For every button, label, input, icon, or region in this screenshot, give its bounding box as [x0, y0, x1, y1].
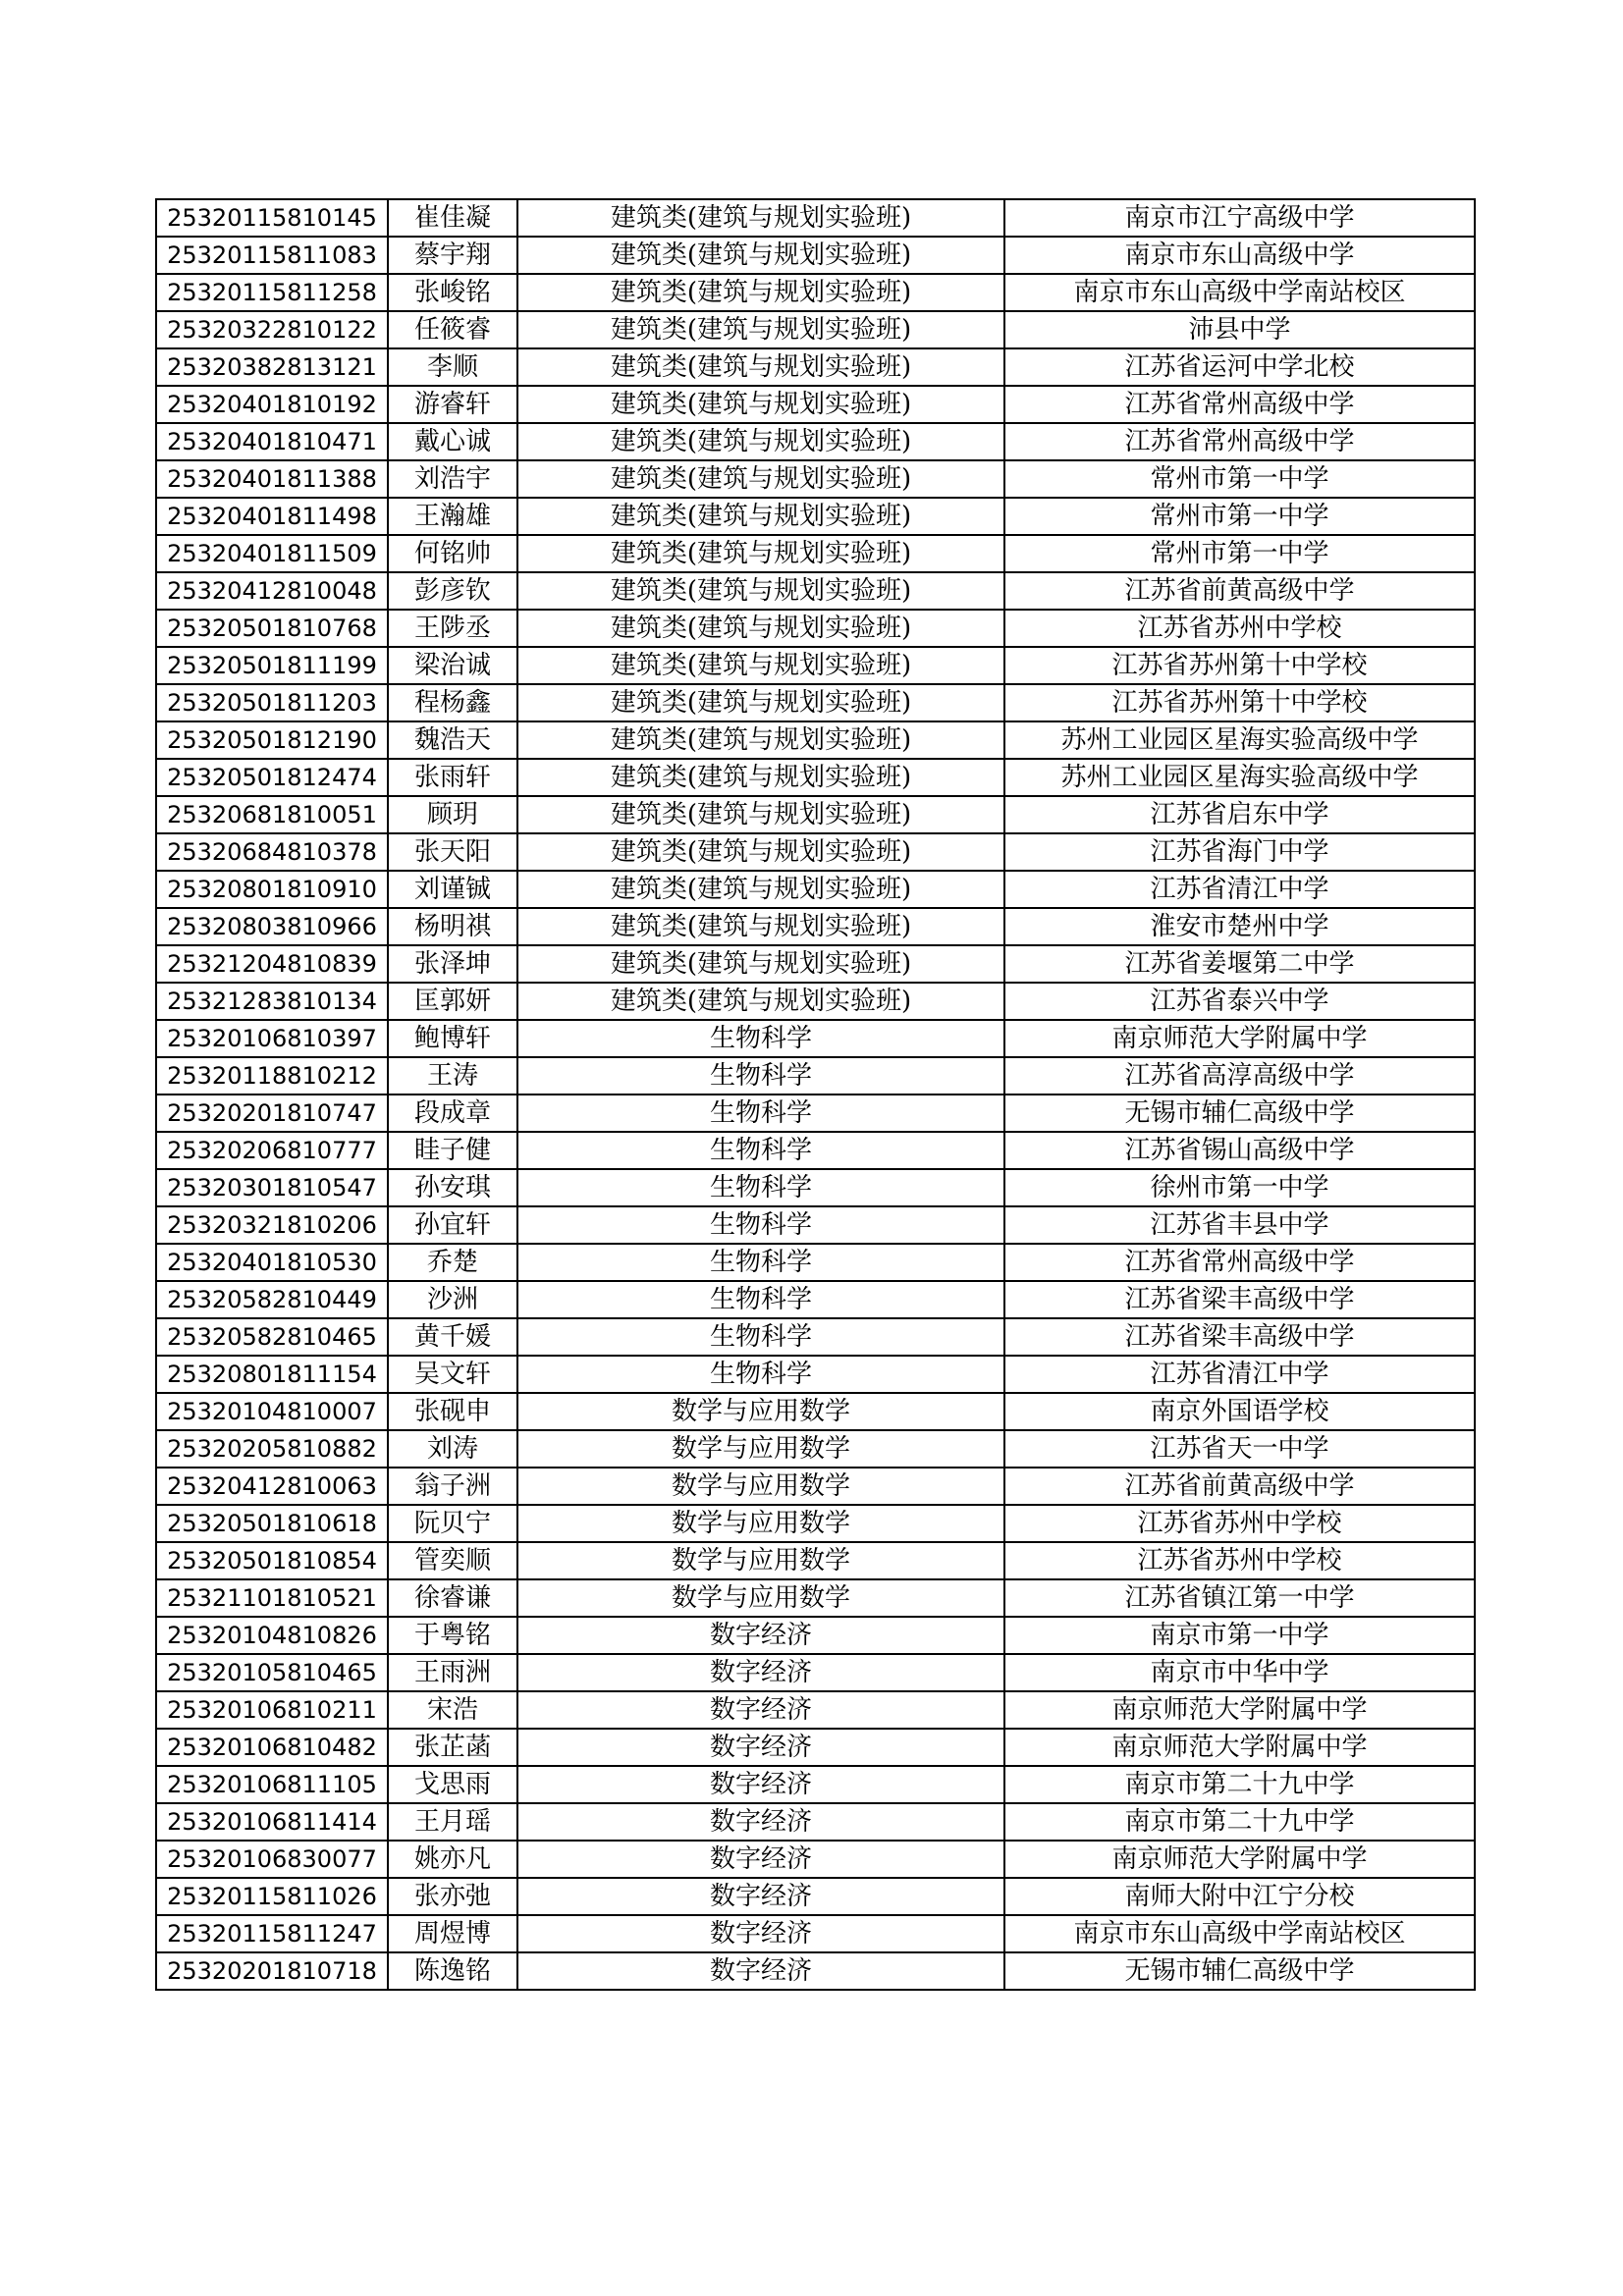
candidate-id-cell: 25320401811388: [156, 460, 388, 498]
candidate-id-cell: 25320401811498: [156, 498, 388, 535]
major-cell: 生物科学: [517, 1169, 1004, 1206]
major-cell: 建筑类(建筑与规划实验班): [517, 721, 1004, 759]
major-cell: 建筑类(建筑与规划实验班): [517, 460, 1004, 498]
student-name-cell: 黄千媛: [388, 1318, 517, 1356]
student-name-cell: 王雨洲: [388, 1654, 517, 1691]
major-cell: 数学与应用数学: [517, 1430, 1004, 1468]
student-name-cell: 刘浩宇: [388, 460, 517, 498]
table-row: [156, 796, 1475, 833]
table-row: [156, 1095, 1475, 1132]
school-cell: 淮安市楚州中学: [1004, 908, 1475, 945]
table-row: [156, 610, 1475, 647]
candidate-id-cell: 25320106811414: [156, 1803, 388, 1841]
major-cell: 建筑类(建筑与规划实验班): [517, 759, 1004, 796]
school-cell: 江苏省清江中学: [1004, 1356, 1475, 1393]
student-name-cell: 魏浩天: [388, 721, 517, 759]
student-name-cell: 王涛: [388, 1057, 517, 1095]
school-cell: 江苏省前黄高级中学: [1004, 1468, 1475, 1505]
table-row: [156, 983, 1475, 1020]
student-name-cell: 张泽坤: [388, 945, 517, 983]
student-name-cell: 彭彦钦: [388, 572, 517, 610]
candidate-id-cell: 25320801810910: [156, 871, 388, 908]
student-name-cell: 蔡宇翔: [388, 237, 517, 274]
student-name-cell: 戴心诚: [388, 423, 517, 460]
table-row: [156, 1020, 1475, 1057]
candidate-id-cell: 25320582810449: [156, 1281, 388, 1318]
student-name-cell: 周煜博: [388, 1915, 517, 1952]
student-name-cell: 陈逸铭: [388, 1952, 517, 1990]
school-cell: 南京市第二十九中学: [1004, 1803, 1475, 1841]
school-cell: 南京市江宁高级中学: [1004, 199, 1475, 237]
major-cell: 数字经济: [517, 1803, 1004, 1841]
major-cell: 建筑类(建筑与规划实验班): [517, 796, 1004, 833]
table-row: [156, 1206, 1475, 1244]
student-name-cell: 段成章: [388, 1095, 517, 1132]
major-cell: 建筑类(建筑与规划实验班): [517, 274, 1004, 311]
table-row: [156, 535, 1475, 572]
major-cell: 建筑类(建筑与规划实验班): [517, 535, 1004, 572]
table-row: [156, 1057, 1475, 1095]
candidate-id-cell: 25320412810063: [156, 1468, 388, 1505]
student-name-cell: 姚亦凡: [388, 1841, 517, 1878]
school-cell: 沛县中学: [1004, 311, 1475, 348]
candidate-id-cell: 25320115811026: [156, 1878, 388, 1915]
school-cell: 南京市东山高级中学南站校区: [1004, 274, 1475, 311]
major-cell: 数字经济: [517, 1766, 1004, 1803]
school-cell: 江苏省启东中学: [1004, 796, 1475, 833]
school-cell: 江苏省梁丰高级中学: [1004, 1281, 1475, 1318]
major-cell: 建筑类(建筑与规划实验班): [517, 833, 1004, 871]
major-cell: 数字经济: [517, 1841, 1004, 1878]
candidate-id-cell: 25320501810854: [156, 1542, 388, 1579]
table-row: [156, 1281, 1475, 1318]
table-row: [156, 1579, 1475, 1617]
candidate-id-cell: 25320684810378: [156, 833, 388, 871]
table-row: [156, 199, 1475, 237]
table-row: [156, 1952, 1475, 1990]
school-cell: 江苏省苏州中学校: [1004, 610, 1475, 647]
table-row: [156, 423, 1475, 460]
major-cell: 生物科学: [517, 1020, 1004, 1057]
school-cell: 苏州工业园区星海实验高级中学: [1004, 721, 1475, 759]
candidate-id-cell: 25320322810122: [156, 311, 388, 348]
candidate-id-cell: 25320401810471: [156, 423, 388, 460]
table-row: [156, 1318, 1475, 1356]
candidate-id-cell: 25320321810206: [156, 1206, 388, 1244]
school-cell: 南京师范大学附属中学: [1004, 1729, 1475, 1766]
candidate-id-cell: 25320501811203: [156, 684, 388, 721]
student-name-cell: 沙洲: [388, 1281, 517, 1318]
major-cell: 数学与应用数学: [517, 1542, 1004, 1579]
table-row: [156, 684, 1475, 721]
candidate-id-cell: 25320412810048: [156, 572, 388, 610]
major-cell: 数学与应用数学: [517, 1393, 1004, 1430]
school-cell: 江苏省梁丰高级中学: [1004, 1318, 1475, 1356]
student-name-cell: 王瀚雄: [388, 498, 517, 535]
table-row: [156, 572, 1475, 610]
student-name-cell: 于粤铭: [388, 1617, 517, 1654]
major-cell: 生物科学: [517, 1356, 1004, 1393]
candidate-id-cell: 25320106811105: [156, 1766, 388, 1803]
student-name-cell: 匡郭妍: [388, 983, 517, 1020]
candidate-id-cell: 25320118810212: [156, 1057, 388, 1095]
major-cell: 建筑类(建筑与规划实验班): [517, 199, 1004, 237]
school-cell: 南京师范大学附属中学: [1004, 1841, 1475, 1878]
major-cell: 建筑类(建筑与规划实验班): [517, 498, 1004, 535]
table-row: [156, 721, 1475, 759]
school-cell: 江苏省常州高级中学: [1004, 1244, 1475, 1281]
school-cell: 江苏省海门中学: [1004, 833, 1475, 871]
candidate-id-cell: 25320382813121: [156, 348, 388, 386]
table-row: [156, 1803, 1475, 1841]
candidate-id-cell: 25321283810134: [156, 983, 388, 1020]
school-cell: 江苏省丰县中学: [1004, 1206, 1475, 1244]
student-name-cell: 梁治诚: [388, 647, 517, 684]
school-cell: 无锡市辅仁高级中学: [1004, 1952, 1475, 1990]
table-row: [156, 945, 1475, 983]
student-name-cell: 王陟丞: [388, 610, 517, 647]
student-name-cell: 任筱睿: [388, 311, 517, 348]
table-row: [156, 908, 1475, 945]
school-cell: 南京师范大学附属中学: [1004, 1691, 1475, 1729]
school-cell: 江苏省前黄高级中学: [1004, 572, 1475, 610]
candidate-id-cell: 25320106810397: [156, 1020, 388, 1057]
student-name-cell: 张雨轩: [388, 759, 517, 796]
table-row: [156, 871, 1475, 908]
school-cell: 江苏省泰兴中学: [1004, 983, 1475, 1020]
major-cell: 生物科学: [517, 1318, 1004, 1356]
admission-list-table: [155, 198, 1476, 1991]
major-cell: 生物科学: [517, 1095, 1004, 1132]
candidate-id-cell: 25320501810618: [156, 1505, 388, 1542]
school-cell: 江苏省常州高级中学: [1004, 423, 1475, 460]
school-cell: 江苏省锡山高级中学: [1004, 1132, 1475, 1169]
major-cell: 建筑类(建筑与规划实验班): [517, 647, 1004, 684]
candidate-id-cell: 25320801811154: [156, 1356, 388, 1393]
table-row: [156, 1878, 1475, 1915]
school-cell: 江苏省天一中学: [1004, 1430, 1475, 1468]
table-row: [156, 1766, 1475, 1803]
major-cell: 建筑类(建筑与规划实验班): [517, 386, 1004, 423]
candidate-id-cell: 25320106810482: [156, 1729, 388, 1766]
major-cell: 建筑类(建筑与规划实验班): [517, 311, 1004, 348]
school-cell: 苏州工业园区星海实验高级中学: [1004, 759, 1475, 796]
major-cell: 数学与应用数学: [517, 1505, 1004, 1542]
candidate-id-cell: 25320104810007: [156, 1393, 388, 1430]
school-cell: 南京外国语学校: [1004, 1393, 1475, 1430]
candidate-id-cell: 25320501810768: [156, 610, 388, 647]
major-cell: 数学与应用数学: [517, 1579, 1004, 1617]
candidate-id-cell: 25320115811258: [156, 274, 388, 311]
candidate-id-cell: 25320582810465: [156, 1318, 388, 1356]
student-name-cell: 刘涛: [388, 1430, 517, 1468]
school-cell: 常州市第一中学: [1004, 460, 1475, 498]
student-name-cell: 张砚申: [388, 1393, 517, 1430]
major-cell: 建筑类(建筑与规划实验班): [517, 908, 1004, 945]
candidate-id-cell: 25320681810051: [156, 796, 388, 833]
major-cell: 生物科学: [517, 1132, 1004, 1169]
candidate-id-cell: 25320501812474: [156, 759, 388, 796]
major-cell: 建筑类(建筑与规划实验班): [517, 945, 1004, 983]
student-name-cell: 李顺: [388, 348, 517, 386]
major-cell: 生物科学: [517, 1281, 1004, 1318]
candidate-id-cell: 25320115811083: [156, 237, 388, 274]
school-cell: 徐州市第一中学: [1004, 1169, 1475, 1206]
major-cell: 建筑类(建筑与规划实验班): [517, 423, 1004, 460]
major-cell: 数字经济: [517, 1952, 1004, 1990]
student-name-cell: 戈思雨: [388, 1766, 517, 1803]
student-name-cell: 张峻铭: [388, 274, 517, 311]
school-cell: 江苏省清江中学: [1004, 871, 1475, 908]
major-cell: 数字经济: [517, 1878, 1004, 1915]
school-cell: 南京师范大学附属中学: [1004, 1020, 1475, 1057]
table-row: [156, 1468, 1475, 1505]
school-cell: 南京市中华中学: [1004, 1654, 1475, 1691]
table-row: [156, 1915, 1475, 1952]
candidate-id-cell: 25321204810839: [156, 945, 388, 983]
school-cell: 江苏省运河中学北校: [1004, 348, 1475, 386]
major-cell: 数字经济: [517, 1915, 1004, 1952]
student-name-cell: 宋浩: [388, 1691, 517, 1729]
school-cell: 江苏省镇江第一中学: [1004, 1579, 1475, 1617]
major-cell: 建筑类(建筑与规划实验班): [517, 572, 1004, 610]
student-name-cell: 翁子洲: [388, 1468, 517, 1505]
candidate-id-cell: 25320115810145: [156, 199, 388, 237]
candidate-id-cell: 25320201810718: [156, 1952, 388, 1990]
candidate-id-cell: 25320104810826: [156, 1617, 388, 1654]
school-cell: 常州市第一中学: [1004, 535, 1475, 572]
table-row: [156, 1691, 1475, 1729]
student-name-cell: 何铭帅: [388, 535, 517, 572]
school-cell: 南京市东山高级中学南站校区: [1004, 1915, 1475, 1952]
candidate-id-cell: 25320501811199: [156, 647, 388, 684]
major-cell: 数字经济: [517, 1654, 1004, 1691]
student-name-cell: 顾玥: [388, 796, 517, 833]
table-row: [156, 386, 1475, 423]
major-cell: 建筑类(建筑与规划实验班): [517, 610, 1004, 647]
table-row: [156, 348, 1475, 386]
school-cell: 江苏省常州高级中学: [1004, 386, 1475, 423]
student-name-cell: 孙安琪: [388, 1169, 517, 1206]
student-name-cell: 刘谨铖: [388, 871, 517, 908]
table-row: [156, 1393, 1475, 1430]
student-name-cell: 吴文轩: [388, 1356, 517, 1393]
major-cell: 生物科学: [517, 1244, 1004, 1281]
school-cell: 江苏省姜堰第二中学: [1004, 945, 1475, 983]
school-cell: 江苏省苏州中学校: [1004, 1505, 1475, 1542]
school-cell: 南京市东山高级中学: [1004, 237, 1475, 274]
school-cell: 常州市第一中学: [1004, 498, 1475, 535]
major-cell: 数学与应用数学: [517, 1468, 1004, 1505]
student-name-cell: 乔楚: [388, 1244, 517, 1281]
major-cell: 建筑类(建筑与规划实验班): [517, 237, 1004, 274]
table-row: [156, 647, 1475, 684]
student-name-cell: 张天阳: [388, 833, 517, 871]
student-name-cell: 管奕顺: [388, 1542, 517, 1579]
school-cell: 江苏省高淳高级中学: [1004, 1057, 1475, 1095]
major-cell: 建筑类(建筑与规划实验班): [517, 684, 1004, 721]
candidate-id-cell: 25320803810966: [156, 908, 388, 945]
school-cell: 江苏省苏州第十中学校: [1004, 684, 1475, 721]
table-row: [156, 1356, 1475, 1393]
school-cell: 江苏省苏州第十中学校: [1004, 647, 1475, 684]
table-row: [156, 1654, 1475, 1691]
table-row: [156, 833, 1475, 871]
table-row: [156, 1169, 1475, 1206]
admission-list-body: [156, 199, 1475, 1990]
candidate-id-cell: 25320301810547: [156, 1169, 388, 1206]
candidate-id-cell: 25320206810777: [156, 1132, 388, 1169]
school-cell: 无锡市辅仁高级中学: [1004, 1095, 1475, 1132]
table-row: [156, 1244, 1475, 1281]
candidate-id-cell: 25320106810211: [156, 1691, 388, 1729]
table-row: [156, 1542, 1475, 1579]
candidate-id-cell: 25320401810192: [156, 386, 388, 423]
candidate-id-cell: 25321101810521: [156, 1579, 388, 1617]
table-row: [156, 759, 1475, 796]
student-name-cell: 眭子健: [388, 1132, 517, 1169]
student-name-cell: 崔佳凝: [388, 199, 517, 237]
major-cell: 建筑类(建筑与规划实验班): [517, 871, 1004, 908]
major-cell: 建筑类(建筑与规划实验班): [517, 348, 1004, 386]
school-cell: 南京市第一中学: [1004, 1617, 1475, 1654]
student-name-cell: 阮贝宁: [388, 1505, 517, 1542]
candidate-id-cell: 25320205810882: [156, 1430, 388, 1468]
candidate-id-cell: 25320401810530: [156, 1244, 388, 1281]
student-name-cell: 张亦弛: [388, 1878, 517, 1915]
major-cell: 生物科学: [517, 1206, 1004, 1244]
major-cell: 数字经济: [517, 1729, 1004, 1766]
candidate-id-cell: 25320115811247: [156, 1915, 388, 1952]
table-row: [156, 311, 1475, 348]
student-name-cell: 游睿轩: [388, 386, 517, 423]
student-name-cell: 徐睿谦: [388, 1579, 517, 1617]
table-row: [156, 1430, 1475, 1468]
student-name-cell: 孙宜轩: [388, 1206, 517, 1244]
table-row: [156, 237, 1475, 274]
student-name-cell: 张芷菡: [388, 1729, 517, 1766]
table-row: [156, 1132, 1475, 1169]
candidate-id-cell: 25320105810465: [156, 1654, 388, 1691]
candidate-id-cell: 25320501812190: [156, 721, 388, 759]
candidate-id-cell: 25320106830077: [156, 1841, 388, 1878]
candidate-id-cell: 25320201810747: [156, 1095, 388, 1132]
student-name-cell: 鲍博轩: [388, 1020, 517, 1057]
candidate-id-cell: 25320401811509: [156, 535, 388, 572]
major-cell: 建筑类(建筑与规划实验班): [517, 983, 1004, 1020]
table-row: [156, 274, 1475, 311]
table-row: [156, 498, 1475, 535]
table-row: [156, 460, 1475, 498]
student-name-cell: 程杨鑫: [388, 684, 517, 721]
school-cell: 江苏省苏州中学校: [1004, 1542, 1475, 1579]
major-cell: 数字经济: [517, 1617, 1004, 1654]
school-cell: 南师大附中江宁分校: [1004, 1878, 1475, 1915]
student-name-cell: 杨明祺: [388, 908, 517, 945]
table-row: [156, 1841, 1475, 1878]
student-name-cell: 王月瑶: [388, 1803, 517, 1841]
table-row: [156, 1617, 1475, 1654]
major-cell: 生物科学: [517, 1057, 1004, 1095]
table-row: [156, 1729, 1475, 1766]
table-row: [156, 1505, 1475, 1542]
major-cell: 数字经济: [517, 1691, 1004, 1729]
school-cell: 南京市第二十九中学: [1004, 1766, 1475, 1803]
